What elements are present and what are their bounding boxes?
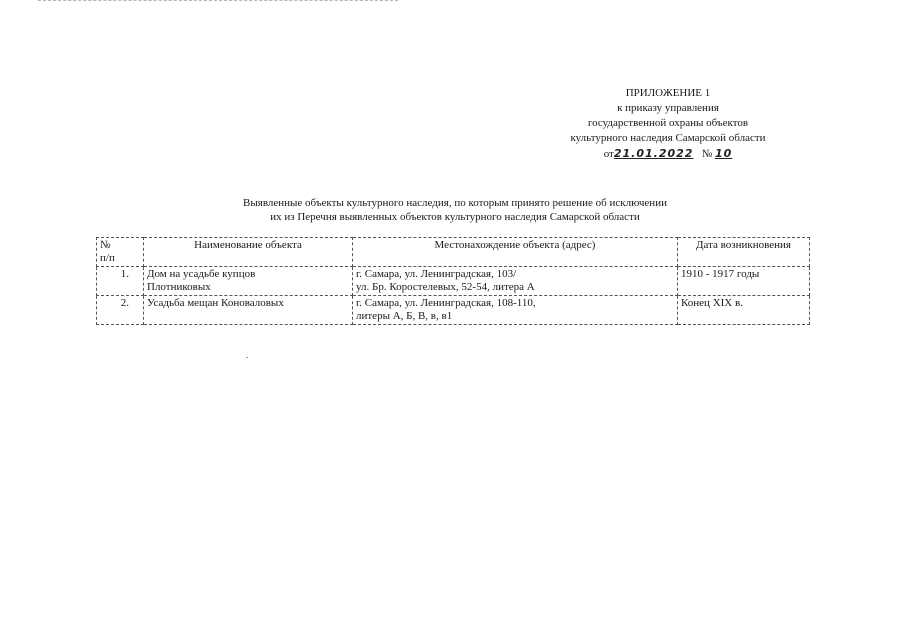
header-num: № п/п	[97, 238, 144, 267]
heading-line-2: их из Перечня выявленных объектов культурного наследия Самарской области	[270, 211, 640, 223]
row-address: г. Самара, ул. Ленинградская, 108-110, литеры А, Б, В, в, в1	[353, 296, 678, 325]
header-address: Местонахождение объекта (адрес)	[353, 238, 678, 267]
row-address: г. Самара, ул. Ленинградская, 103/ ул. Бр. Коростелевых, 52-54, литера А	[353, 267, 678, 296]
row-date: 1910 - 1917 годы	[678, 267, 810, 296]
order-number-handwritten: 10	[714, 147, 733, 160]
header-date: Дата возникновения	[678, 238, 810, 267]
date-prefix: от	[603, 148, 614, 160]
order-date-number-row	[530, 146, 806, 162]
header-name: Наименование объекта	[144, 238, 353, 267]
table-row	[97, 296, 810, 325]
appendix-line-2: государственной охраны объектов	[587, 117, 749, 129]
appendix-block	[530, 86, 806, 162]
scan-artifact-dot	[246, 357, 248, 358]
row-date: Конец XIX в.	[678, 296, 810, 325]
row-num: 1.	[97, 267, 144, 296]
row-name: Дом на усадьбе купцов Плотниковых	[144, 267, 353, 296]
appendix-title: ПРИЛОЖЕНИЕ 1	[625, 87, 711, 99]
document-heading	[150, 196, 760, 224]
order-date-handwritten: 21.01.2022	[613, 147, 694, 160]
heading-line-1: Выявленные объекты культурного наследия, по которым принято решение об исключении	[243, 197, 667, 209]
row-num: 2.	[97, 296, 144, 325]
table-header-row	[97, 238, 810, 267]
row-name: Усадьба мещан Коноваловых	[144, 296, 353, 325]
table-row	[97, 267, 810, 296]
number-prefix: №	[701, 148, 713, 160]
appendix-line-3: культурного наследия Самарской области	[570, 132, 766, 144]
scan-artifact-dashes	[38, 0, 398, 4]
appendix-line-1: к приказу управления	[617, 102, 719, 114]
objects-table	[96, 237, 810, 325]
